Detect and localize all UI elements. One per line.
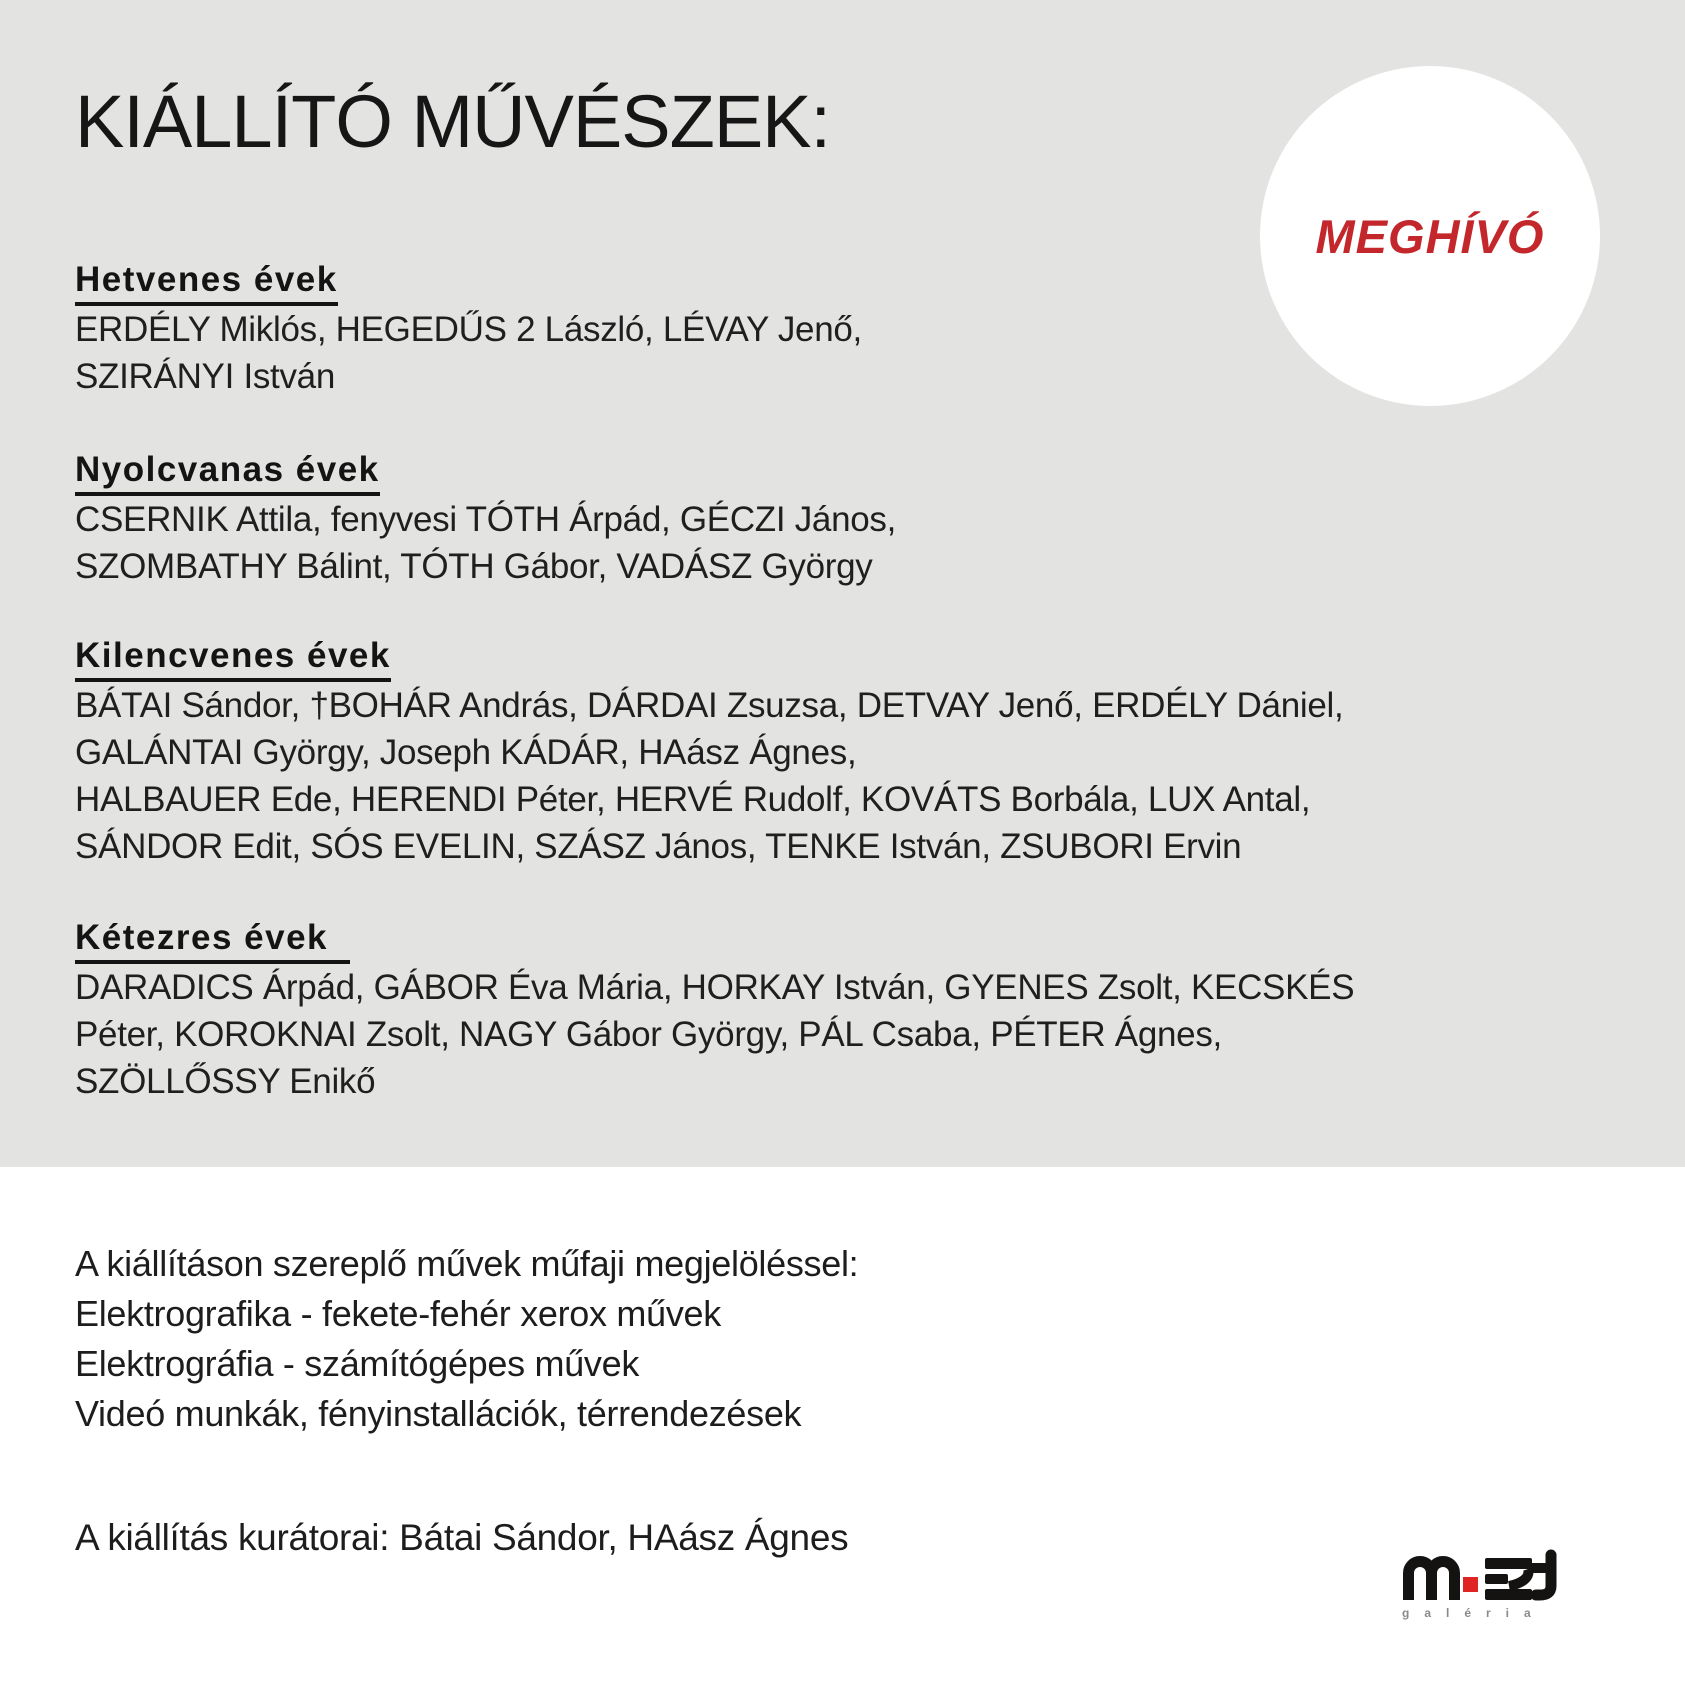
section-heading: Nyolcvanas évek [75,450,380,496]
artist-line: SZOMBATHY Bálint, TÓTH Gábor, VADÁSZ György [75,547,873,586]
artist-line: Péter, KOROKNAI Zsolt, NAGY Gábor György, PÁL Csaba, PÉTER Ágnes, [75,1015,1222,1054]
met-galeria-logo [1398,1544,1570,1620]
meghivo-badge-label: MEGHÍVÓ [1315,209,1545,263]
artist-line: SZÖLLŐSSY Enikő [75,1062,376,1101]
artist-line: SÁNDOR Edit, SÓS EVELIN, SZÁSZ János, TENKE István, ZSUBORI Ervin [75,827,1242,866]
section-kilencvenes-evek [75,636,1343,870]
section-heading: Kilencvenes évek [75,636,391,682]
artist-line: CSERNIK Attila, fenyvesi TÓTH Árpád, GÉCZI János, [75,500,897,539]
artist-line: BÁTAI Sándor, †BOHÁR András, DÁRDAI Zsuzsa, DETVAY Jenő, ERDÉLY Dániel, [75,686,1344,725]
artist-line: HALBAUER Ede, HERENDI Péter, HERVÉ Rudolf, KOVÁTS Borbála, LUX Antal, [75,780,1311,819]
met-galeria-logo-icon [1398,1544,1570,1604]
artist-line: SZIRÁNYI István [75,357,336,396]
artist-line: DARADICS Árpád, GÁBOR Éva Mária, HORKAY István, GYENES Zsolt, KECSKÉS [75,968,1355,1007]
info-line: Elektrográfia - számítógépes művek [75,1343,640,1384]
genre-info-block [75,1239,858,1439]
info-line: Elektrografika - fekete-fehér xerox művek [75,1293,721,1334]
info-line: A kiállításon szereplő művek műfaji megjelöléssel: [75,1243,859,1284]
meghivo-badge-circle [1260,66,1600,406]
page-title: KIÁLLÍTÓ MŰVÉSZEK: [75,80,831,163]
artist-line: ERDÉLY Miklós, HEGEDŰS 2 László, LÉVAY Jenő, [75,310,862,349]
section-hetvenes-evek [75,260,862,400]
curators-line: A kiállítás kurátorai: Bátai Sándor, HAász Ágnes [75,1517,849,1558]
section-ketezres-evek [75,918,1354,1105]
section-nyolcvanas-evek [75,450,896,590]
info-line: Videó munkák, fényinstallációk, térrendezések [75,1393,802,1434]
section-heading: Kétezres évek [75,918,350,964]
logo-subtext: galéria [1402,1606,1546,1620]
section-heading: Hetvenes évek [75,260,338,306]
artist-line: GALÁNTAI György, Joseph KÁDÁR, HAász Ágnes, [75,733,857,772]
